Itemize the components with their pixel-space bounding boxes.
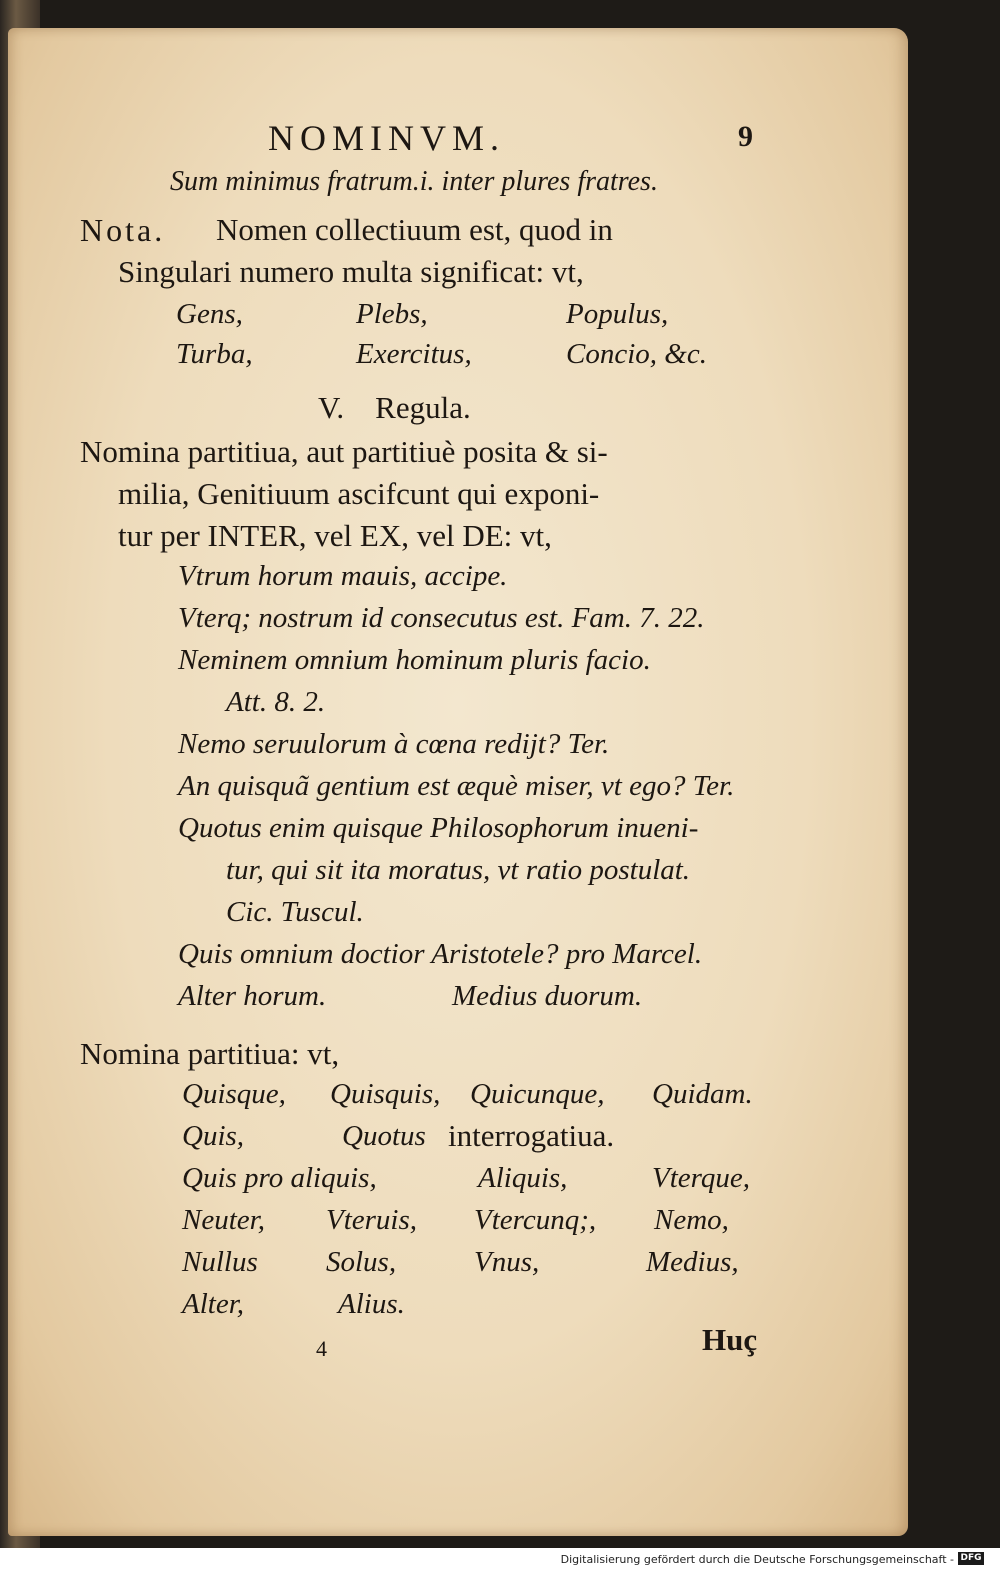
word-quisquis: Quisquis, [330, 1078, 441, 1110]
signature-mark: 4 [316, 1336, 327, 1361]
footer-credit: Digitalisierung gefördert durch die Deutsche Forschungsgemeinschaft - [560, 1553, 954, 1566]
text-line-21: Nomina partitiua: vt, [80, 1036, 340, 1071]
example-line-14: Nemo seruulorum à cœna rediјt? Ter. [178, 728, 610, 760]
example-line-13: Att. 8. 2. [226, 686, 326, 718]
text-line-2: Nomen collectiuum est, quod in [216, 212, 613, 247]
example-line-19: Quis omnium doctior Aristotele? pro Marcel. [178, 938, 703, 970]
catchword: Huç [702, 1322, 758, 1357]
word-quicunque: Quicunque, [470, 1078, 605, 1110]
example-line-11: Vterq; nostrum id consecutus est. Fam. 7. 22. [178, 602, 705, 634]
word-vterque: Vterque, [652, 1162, 750, 1194]
example-line-18: Cic. Tuscul. [226, 896, 364, 928]
example-line-10: Vtrum horum mauis, accipe. [178, 560, 508, 592]
word-vteruis: Vteruis, [326, 1204, 418, 1236]
example-gens: Gens, [176, 298, 243, 330]
example-exercitus: Exercitus, [356, 338, 472, 370]
text-line-1: Sum minimus fratrum.i. inter plures fratres. [170, 166, 658, 197]
example-concio: Concio, &c. [566, 338, 707, 370]
word-vtercunque: Vtercunq;, [474, 1204, 597, 1236]
example-turba: Turba, [176, 338, 253, 370]
word-aliquis: Aliquis, [478, 1162, 568, 1194]
word-quidam: Quidam. [652, 1078, 753, 1110]
word-interrogatiua: interrogatiua. [448, 1118, 615, 1153]
example-plebs: Plebs, [356, 298, 428, 330]
example-alter-horum: Alter horum. [178, 980, 327, 1012]
word-medius: Medius, [646, 1246, 739, 1278]
text-line-9: tur per INTER, vel EX, vel DE: vt, [118, 518, 552, 553]
word-alius: Alius. [338, 1288, 405, 1320]
word-neuter: Neuter, [182, 1204, 265, 1236]
page-number: 9 [738, 120, 753, 153]
example-populus: Populus, [566, 298, 669, 330]
word-alter: Alter, [182, 1288, 245, 1320]
text-line-8: milia, Genitiuum ascifcunt qui exponi- [118, 476, 600, 511]
example-line-17: tur, qui sit ita moratus, vt ratio postulat. [226, 854, 691, 886]
word-quotus: Quotus [342, 1120, 426, 1152]
example-line-16: Quotus enim quisque Philosophorum inueni- [178, 812, 699, 844]
text-line-7: Nomina partitiua, aut partitiuè posita & si- [80, 434, 608, 469]
word-nemo: Nemo, [654, 1204, 729, 1236]
word-quisque: Quisque, [182, 1078, 286, 1110]
example-line-15: An quisquã gentium est æquè miser, vt ego? Ter. [178, 770, 735, 802]
word-vnus: Vnus, [474, 1246, 540, 1278]
example-medius-duorum: Medius duorum. [452, 980, 643, 1012]
word-solus: Solus, [326, 1246, 397, 1278]
word-quis: Quis, [182, 1120, 245, 1152]
example-line-12: Neminem omnium hominum pluris facio. [178, 644, 651, 676]
word-quis-pro-aliquis: Quis pro aliquis, [182, 1162, 377, 1194]
word-nullus: Nullus [182, 1246, 258, 1278]
nota-label: Nota. [80, 212, 166, 248]
running-header: NOMINVM. [268, 118, 505, 158]
text-line-3: Singulari numero multa significat: vt, [118, 254, 584, 289]
rule-heading: V. Regula. [318, 390, 471, 425]
dfg-logo: DFG [958, 1552, 984, 1565]
